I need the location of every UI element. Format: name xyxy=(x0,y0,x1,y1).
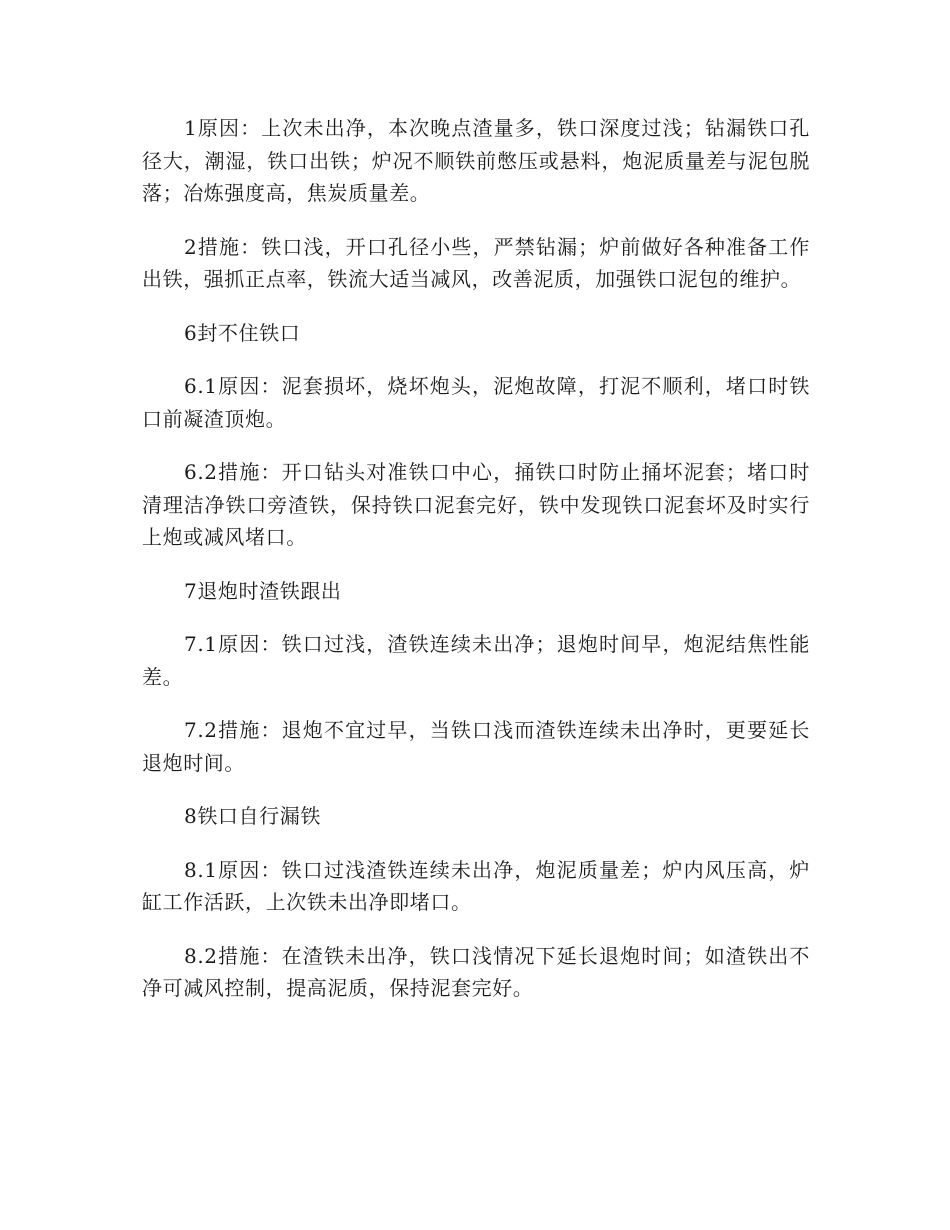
document-body xyxy=(142,112,810,1026)
paragraph-cause-6-1: 6.1原因：泥套损坏，烧坏炮头，泥炮故障，打泥不顺利，堵口时铁口前凝渣顶炮。 xyxy=(142,374,810,431)
section-heading-7: 7退炮时渣铁跟出 xyxy=(184,578,342,603)
paragraph-measure-8-2: 8.2措施：在渣铁未出净，铁口浅情况下延长退炮时间；如渣铁出不净可减风控制，提高泥质，保持泥套完好。 xyxy=(142,943,810,1000)
paragraph-cause-1: 1原因：上次未出净，本次晚点渣量多，铁口深度过浅；钻漏铁口孔径大，潮湿，铁口出铁；炉况不顺铁前憋压或悬料，炮泥质量差与泥包脱落；冶炼强度高，焦炭质量差。 xyxy=(142,116,810,205)
paragraph-measure-7-2: 7.2措施：退炮不宜过早，当铁口浅而渣铁连续未出净时，更要延长退炮时间。 xyxy=(142,718,810,775)
paragraph-cause-7-1: 7.1原因：铁口过浅，渣铁连续未出净；退炮时间早，炮泥结焦性能差。 xyxy=(142,632,810,689)
section-heading-8: 8铁口自行漏铁 xyxy=(184,804,321,828)
section-heading-6: 6封不住铁口 xyxy=(184,320,301,345)
paragraph-measure-6-2: 6.2措施：开口钻头对准铁口中心，捅铁口时防止捅坏泥套；堵口时清理洁净铁口旁渣铁，保持铁口泥套完好，铁中发现铁口泥套坏及时实行上炮或减风堵口。 xyxy=(142,460,810,549)
paragraph-cause-8-1: 8.1原因：铁口过浅渣铁连续未出净，炮泥质量差；炉内风压高，炉缸工作活跃，上次铁未出净即堵口。 xyxy=(142,857,810,914)
paragraph-measure-2: 2措施：铁口浅，开口孔径小些，严禁钻漏；炉前做好各种准备工作出铁，强抓正点率，铁流大适当减风，改善泥质，加强铁口泥包的维护。 xyxy=(142,234,810,291)
